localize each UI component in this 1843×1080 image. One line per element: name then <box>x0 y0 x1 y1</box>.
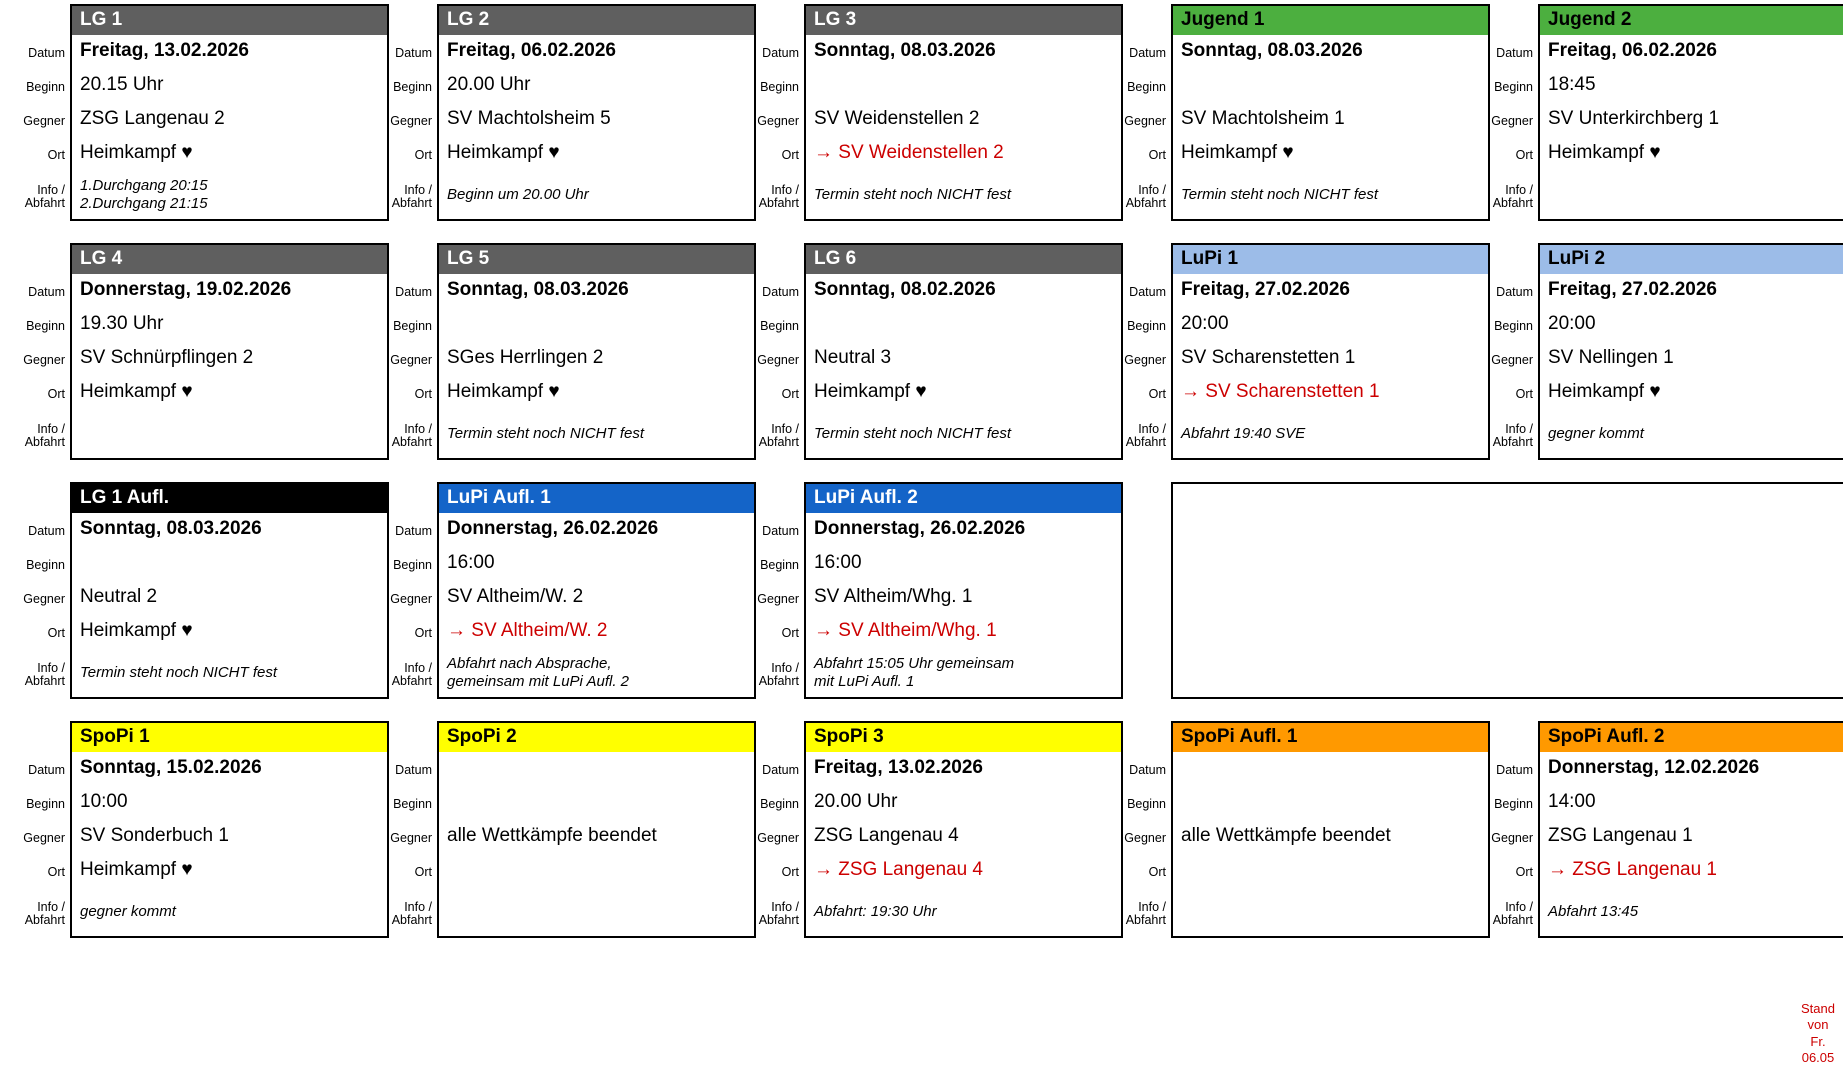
match-card-body <box>1173 35 1488 219</box>
label-ort: Ort <box>47 387 65 402</box>
match-card-title: LG 6 <box>806 245 1121 274</box>
field-datum: Sonntag, 08.03.2026 <box>814 40 996 62</box>
field-ort: → SV Altheim/W. 2 <box>447 620 608 642</box>
stand-line-2: von <box>1807 1017 1829 1033</box>
label-datum: Datum <box>1129 285 1166 300</box>
label-info-abfahrt: Info / Abfahrt <box>24 182 65 210</box>
label-gegner: Gegner <box>1124 114 1166 129</box>
field-ort: Heimkampf ♥ <box>1548 381 1661 403</box>
match-card[interactable] <box>70 721 389 938</box>
field-info-abfahrt <box>1540 171 1843 219</box>
field-ort: → SV Weidenstellen 2 <box>814 142 1004 164</box>
match-cell <box>1123 243 1490 460</box>
label-ort: Ort <box>781 626 799 641</box>
label-gegner: Gegner <box>1491 353 1533 368</box>
field-gegner: SV Schnürpflingen 2 <box>80 347 254 369</box>
field-datum: Donnerstag, 26.02.2026 <box>447 518 659 540</box>
match-card[interactable] <box>1538 4 1843 221</box>
field-beginn: 10:00 <box>80 791 128 813</box>
label-gegner: Gegner <box>1124 353 1166 368</box>
match-card-body <box>1173 752 1488 936</box>
field-gegner: SV Unterkirchberg 1 <box>1548 108 1720 130</box>
schedule-row <box>22 243 1843 460</box>
field-datum: Sonntag, 08.03.2026 <box>1181 40 1363 62</box>
field-labels <box>1123 721 1171 938</box>
match-cell <box>1123 721 1490 938</box>
label-datum: Datum <box>28 524 65 539</box>
field-datum: Sonntag, 08.03.2026 <box>80 518 262 540</box>
match-card[interactable] <box>804 243 1123 460</box>
match-card-title: LG 3 <box>806 6 1121 35</box>
label-ort: Ort <box>47 148 65 163</box>
label-beginn: Beginn <box>760 797 799 812</box>
match-card[interactable] <box>437 721 756 938</box>
match-card-body <box>1540 274 1843 458</box>
field-datum: Freitag, 06.02.2026 <box>1548 40 1717 62</box>
label-datum: Datum <box>762 46 799 61</box>
field-datum: Donnerstag, 12.02.2026 <box>1548 757 1760 779</box>
field-ort: Heimkampf ♥ <box>1548 142 1661 164</box>
match-card-title: SpoPi 2 <box>439 723 754 752</box>
label-datum: Datum <box>1496 763 1533 778</box>
match-cell <box>1490 243 1843 460</box>
label-gegner: Gegner <box>23 114 65 129</box>
label-gegner: Gegner <box>390 353 432 368</box>
field-info-abfahrt: gegner kommt <box>80 902 176 920</box>
field-gegner: alle Wettkämpfe beendet <box>1181 825 1391 847</box>
match-card[interactable] <box>1171 482 1843 699</box>
label-datum: Datum <box>1129 46 1166 61</box>
match-cell <box>389 4 756 221</box>
match-card-body <box>439 513 754 697</box>
field-datum: Freitag, 27.02.2026 <box>1181 279 1350 301</box>
field-beginn: 16:00 <box>447 552 495 574</box>
label-gegner: Gegner <box>1124 831 1166 846</box>
label-datum: Datum <box>28 46 65 61</box>
field-labels <box>389 4 437 221</box>
field-labels <box>22 721 70 938</box>
match-card-body <box>439 274 754 458</box>
label-info-abfahrt: Info / Abfahrt <box>391 660 432 688</box>
match-card-body <box>72 274 387 458</box>
stand-line-1: Stand <box>1801 1001 1835 1016</box>
field-datum: Donnerstag, 26.02.2026 <box>814 518 1026 540</box>
label-datum: Datum <box>1496 285 1533 300</box>
label-gegner: Gegner <box>23 831 65 846</box>
field-beginn <box>1173 786 1488 820</box>
field-info-abfahrt: Termin steht noch NICHT fest <box>447 424 645 442</box>
field-ort: → ZSG Langenau 1 <box>1548 859 1717 881</box>
field-ort: → SV Scharenstetten 1 <box>1181 381 1380 403</box>
label-beginn: Beginn <box>1494 80 1533 95</box>
match-cell <box>22 243 389 460</box>
stand-note <box>1795 1001 1841 1066</box>
field-info-abfahrt: Abfahrt 15:05 Uhr gemeinsam mit LuPi Aufl. 1 <box>814 654 1015 690</box>
field-datum: Freitag, 27.02.2026 <box>1548 279 1717 301</box>
label-datum: Datum <box>1496 46 1533 61</box>
match-card[interactable] <box>1171 4 1490 221</box>
label-info-abfahrt: Info / Abfahrt <box>24 421 65 449</box>
field-info-abfahrt: Termin steht noch NICHT fest <box>1181 185 1379 203</box>
field-ort: Heimkampf ♥ <box>80 142 193 164</box>
label-info-abfahrt: Info / Abfahrt <box>1125 899 1166 927</box>
label-info-abfahrt: Info / Abfahrt <box>758 660 799 688</box>
field-labels <box>1123 243 1171 460</box>
match-card[interactable] <box>1538 721 1843 938</box>
label-beginn: Beginn <box>760 558 799 573</box>
match-card-body <box>72 752 387 936</box>
match-card[interactable] <box>437 4 756 221</box>
field-datum: Freitag, 13.02.2026 <box>80 40 249 62</box>
field-gegner: SV Sonderbuch 1 <box>80 825 229 847</box>
label-datum: Datum <box>762 285 799 300</box>
field-info-abfahrt: Abfahrt 19:40 SVE <box>1181 424 1306 442</box>
label-ort: Ort <box>781 865 799 880</box>
schedule-row <box>22 721 1843 938</box>
match-card-title: SpoPi Aufl. 1 <box>1173 723 1488 752</box>
field-ort: Heimkampf ♥ <box>80 381 193 403</box>
field-gegner: SV Scharenstetten 1 <box>1181 347 1356 369</box>
field-ort <box>1173 854 1488 888</box>
label-datum: Datum <box>28 763 65 778</box>
label-datum: Datum <box>762 763 799 778</box>
schedule-grid <box>22 4 1843 938</box>
field-gegner: alle Wettkämpfe beendet <box>447 825 657 847</box>
label-info-abfahrt: Info / Abfahrt <box>391 899 432 927</box>
match-card-title: LG 2 <box>439 6 754 35</box>
field-info-abfahrt: Termin steht noch NICHT fest <box>80 663 278 681</box>
label-ort: Ort <box>414 387 432 402</box>
match-cell <box>389 721 756 938</box>
field-beginn <box>72 547 387 581</box>
label-info-abfahrt: Info / Abfahrt <box>758 421 799 449</box>
match-card[interactable] <box>804 482 1123 699</box>
label-beginn: Beginn <box>393 80 432 95</box>
field-beginn: 20.00 Uhr <box>447 74 531 96</box>
field-labels <box>389 721 437 938</box>
schedule-row <box>22 482 1843 699</box>
label-info-abfahrt: Info / Abfahrt <box>391 182 432 210</box>
match-cell <box>22 482 389 699</box>
match-cell <box>756 243 1123 460</box>
field-labels <box>22 243 70 460</box>
match-card[interactable] <box>70 482 389 699</box>
label-beginn: Beginn <box>393 319 432 334</box>
field-datum <box>439 752 754 786</box>
field-ort: Heimkampf ♥ <box>80 620 193 642</box>
field-ort: Heimkampf ♥ <box>447 142 560 164</box>
field-beginn <box>439 786 754 820</box>
match-card-title: SpoPi Aufl. 2 <box>1540 723 1843 752</box>
match-card[interactable] <box>70 243 389 460</box>
label-datum: Datum <box>395 524 432 539</box>
label-beginn: Beginn <box>1127 80 1166 95</box>
match-card-title: LuPi Aufl. 1 <box>439 484 754 513</box>
field-ort: Heimkampf ♥ <box>814 381 927 403</box>
label-gegner: Gegner <box>1491 831 1533 846</box>
match-card-body <box>439 35 754 219</box>
label-ort: Ort <box>1148 865 1166 880</box>
field-beginn: 20:00 <box>1181 313 1229 335</box>
field-beginn: 20.00 Uhr <box>814 791 898 813</box>
field-datum: Freitag, 06.02.2026 <box>447 40 616 62</box>
match-card-title: Jugend 2 <box>1540 6 1843 35</box>
match-card-body <box>806 752 1121 936</box>
label-beginn: Beginn <box>26 80 65 95</box>
match-cell <box>389 243 756 460</box>
label-ort: Ort <box>414 148 432 163</box>
match-card-title: LuPi 1 <box>1173 245 1488 274</box>
match-card-body <box>439 752 754 936</box>
label-datum: Datum <box>395 285 432 300</box>
match-card[interactable] <box>70 4 389 221</box>
field-gegner: SV Weidenstellen 2 <box>814 108 980 130</box>
label-info-abfahrt: Info / Abfahrt <box>1125 182 1166 210</box>
field-info-abfahrt <box>439 888 754 936</box>
field-beginn <box>806 308 1121 342</box>
field-beginn: 20.15 Uhr <box>80 74 164 96</box>
field-labels <box>389 243 437 460</box>
label-beginn: Beginn <box>26 797 65 812</box>
label-beginn: Beginn <box>1127 797 1166 812</box>
label-beginn: Beginn <box>393 558 432 573</box>
field-datum: Sonntag, 08.02.2026 <box>814 279 996 301</box>
label-gegner: Gegner <box>390 831 432 846</box>
label-info-abfahrt: Info / Abfahrt <box>758 899 799 927</box>
label-datum: Datum <box>395 46 432 61</box>
label-ort: Ort <box>47 626 65 641</box>
label-gegner: Gegner <box>757 592 799 607</box>
label-ort: Ort <box>1148 387 1166 402</box>
label-ort: Ort <box>781 148 799 163</box>
field-gegner: SV Machtolsheim 5 <box>447 108 611 130</box>
field-labels <box>389 482 437 699</box>
field-labels <box>756 721 804 938</box>
label-beginn: Beginn <box>393 797 432 812</box>
field-beginn: 14:00 <box>1548 791 1596 813</box>
field-beginn: 20:00 <box>1548 313 1596 335</box>
field-gegner: ZSG Langenau 4 <box>814 825 959 847</box>
field-datum: Sonntag, 15.02.2026 <box>80 757 262 779</box>
label-beginn: Beginn <box>760 319 799 334</box>
field-beginn <box>439 308 754 342</box>
label-gegner: Gegner <box>23 353 65 368</box>
field-labels <box>756 4 804 221</box>
field-labels <box>22 4 70 221</box>
field-labels <box>1123 482 1171 699</box>
match-cell <box>756 4 1123 221</box>
match-card-title: SpoPi 3 <box>806 723 1121 752</box>
label-ort: Ort <box>414 626 432 641</box>
field-info-abfahrt <box>72 410 387 458</box>
label-info-abfahrt: Info / Abfahrt <box>1492 182 1533 210</box>
label-gegner: Gegner <box>390 114 432 129</box>
match-card-body <box>72 35 387 219</box>
match-card-body <box>806 35 1121 219</box>
label-beginn: Beginn <box>1494 797 1533 812</box>
field-info-abfahrt: Beginn um 20.00 Uhr <box>447 185 589 203</box>
field-gegner: SV Machtolsheim 1 <box>1181 108 1345 130</box>
field-gegner: SV Altheim/W. 2 <box>447 586 584 608</box>
label-info-abfahrt: Info / Abfahrt <box>1492 421 1533 449</box>
label-gegner: Gegner <box>757 353 799 368</box>
field-beginn <box>1173 69 1488 103</box>
field-info-abfahrt: gegner kommt <box>1548 424 1644 442</box>
label-ort: Ort <box>1148 148 1166 163</box>
match-card-title: LG 4 <box>72 245 387 274</box>
field-datum: Donnerstag, 19.02.2026 <box>80 279 292 301</box>
field-labels <box>22 482 70 699</box>
match-cell <box>22 4 389 221</box>
match-cell <box>1123 4 1490 221</box>
match-card-body <box>806 274 1121 458</box>
match-card-title: LuPi 2 <box>1540 245 1843 274</box>
match-card[interactable] <box>1538 243 1843 460</box>
field-gegner: SV Altheim/Whg. 1 <box>814 586 973 608</box>
label-ort: Ort <box>47 865 65 880</box>
field-gegner: SGes Herrlingen 2 <box>447 347 604 369</box>
field-ort: Heimkampf ♥ <box>80 859 193 881</box>
label-gegner: Gegner <box>23 592 65 607</box>
field-datum: Sonntag, 08.03.2026 <box>447 279 629 301</box>
match-card-body <box>1540 752 1843 936</box>
label-beginn: Beginn <box>760 80 799 95</box>
field-labels <box>1490 4 1538 221</box>
label-ort: Ort <box>1515 148 1533 163</box>
match-cell <box>1490 4 1843 221</box>
match-cell <box>1490 721 1843 938</box>
match-card-body <box>1540 35 1843 219</box>
field-beginn: 16:00 <box>814 552 862 574</box>
label-ort: Ort <box>1515 865 1533 880</box>
field-labels <box>756 243 804 460</box>
field-info-abfahrt <box>1173 888 1488 936</box>
match-cell <box>389 482 756 699</box>
label-beginn: Beginn <box>26 319 65 334</box>
label-ort: Ort <box>781 387 799 402</box>
field-ort: Heimkampf ♥ <box>447 381 560 403</box>
match-card-title: LG 1 <box>72 6 387 35</box>
match-card[interactable] <box>437 482 756 699</box>
field-datum: Freitag, 13.02.2026 <box>814 757 983 779</box>
label-beginn: Beginn <box>1127 319 1166 334</box>
match-cell <box>756 482 1123 699</box>
schedule-row <box>22 4 1843 221</box>
field-gegner: ZSG Langenau 2 <box>80 108 225 130</box>
label-info-abfahrt: Info / Abfahrt <box>391 421 432 449</box>
match-cell <box>1123 482 1843 699</box>
field-info-abfahrt: Termin steht noch NICHT fest <box>814 424 1012 442</box>
label-datum: Datum <box>28 285 65 300</box>
match-card-title: SpoPi 1 <box>72 723 387 752</box>
match-card-body <box>72 513 387 697</box>
field-info-abfahrt: 1.Durchgang 20:15 2.Durchgang 21:15 <box>80 176 208 212</box>
field-beginn <box>806 69 1121 103</box>
label-info-abfahrt: Info / Abfahrt <box>758 182 799 210</box>
label-info-abfahrt: Info / Abfahrt <box>1125 421 1166 449</box>
label-datum: Datum <box>395 763 432 778</box>
label-ort: Ort <box>414 865 432 880</box>
field-info-abfahrt: Abfahrt nach Absprache, gemeinsam mit LuPi Aufl. 2 <box>447 654 630 690</box>
label-gegner: Gegner <box>757 114 799 129</box>
match-cell <box>22 721 389 938</box>
label-gegner: Gegner <box>1491 114 1533 129</box>
field-labels <box>1123 4 1171 221</box>
match-cell <box>756 721 1123 938</box>
label-datum: Datum <box>762 524 799 539</box>
field-info-abfahrt: Abfahrt: 19:30 Uhr <box>814 902 937 920</box>
field-gegner: ZSG Langenau 1 <box>1548 825 1693 847</box>
match-card-title: LG 5 <box>439 245 754 274</box>
label-info-abfahrt: Info / Abfahrt <box>24 899 65 927</box>
field-ort: → ZSG Langenau 4 <box>814 859 983 881</box>
field-labels <box>1490 243 1538 460</box>
label-gegner: Gegner <box>390 592 432 607</box>
match-card[interactable] <box>1171 721 1490 938</box>
field-datum <box>1173 752 1488 786</box>
match-card[interactable] <box>437 243 756 460</box>
field-info-abfahrt: Abfahrt 13:45 <box>1548 902 1639 920</box>
label-info-abfahrt: Info / Abfahrt <box>1492 899 1533 927</box>
label-ort: Ort <box>1515 387 1533 402</box>
field-gegner: Neutral 3 <box>814 347 892 369</box>
match-card-title: Jugend 1 <box>1173 6 1488 35</box>
match-card[interactable] <box>804 4 1123 221</box>
stand-line-3: Fr. <box>1810 1033 1826 1049</box>
match-card-body <box>1173 274 1488 458</box>
match-card-title: LG 1 Aufl. <box>72 484 387 513</box>
label-gegner: Gegner <box>757 831 799 846</box>
label-info-abfahrt: Info / Abfahrt <box>24 660 65 688</box>
field-ort: → SV Altheim/Whg. 1 <box>814 620 997 642</box>
label-beginn: Beginn <box>1494 319 1533 334</box>
match-card[interactable] <box>1171 243 1490 460</box>
field-beginn: 19.30 Uhr <box>80 313 164 335</box>
field-labels <box>1490 721 1538 938</box>
field-beginn: 18:45 <box>1548 74 1596 96</box>
field-info-abfahrt: Termin steht noch NICHT fest <box>814 185 1012 203</box>
label-beginn: Beginn <box>26 558 65 573</box>
field-gegner: Neutral 2 <box>80 586 158 608</box>
field-gegner: SV Nellingen 1 <box>1548 347 1674 369</box>
field-ort: Heimkampf ♥ <box>1181 142 1294 164</box>
match-card-title: LuPi Aufl. 2 <box>806 484 1121 513</box>
field-labels <box>756 482 804 699</box>
stand-line-4: 06.05 <box>1801 1049 1835 1065</box>
match-card[interactable] <box>804 721 1123 938</box>
label-datum: Datum <box>1129 763 1166 778</box>
match-card-body <box>806 513 1121 697</box>
field-ort <box>439 854 754 888</box>
